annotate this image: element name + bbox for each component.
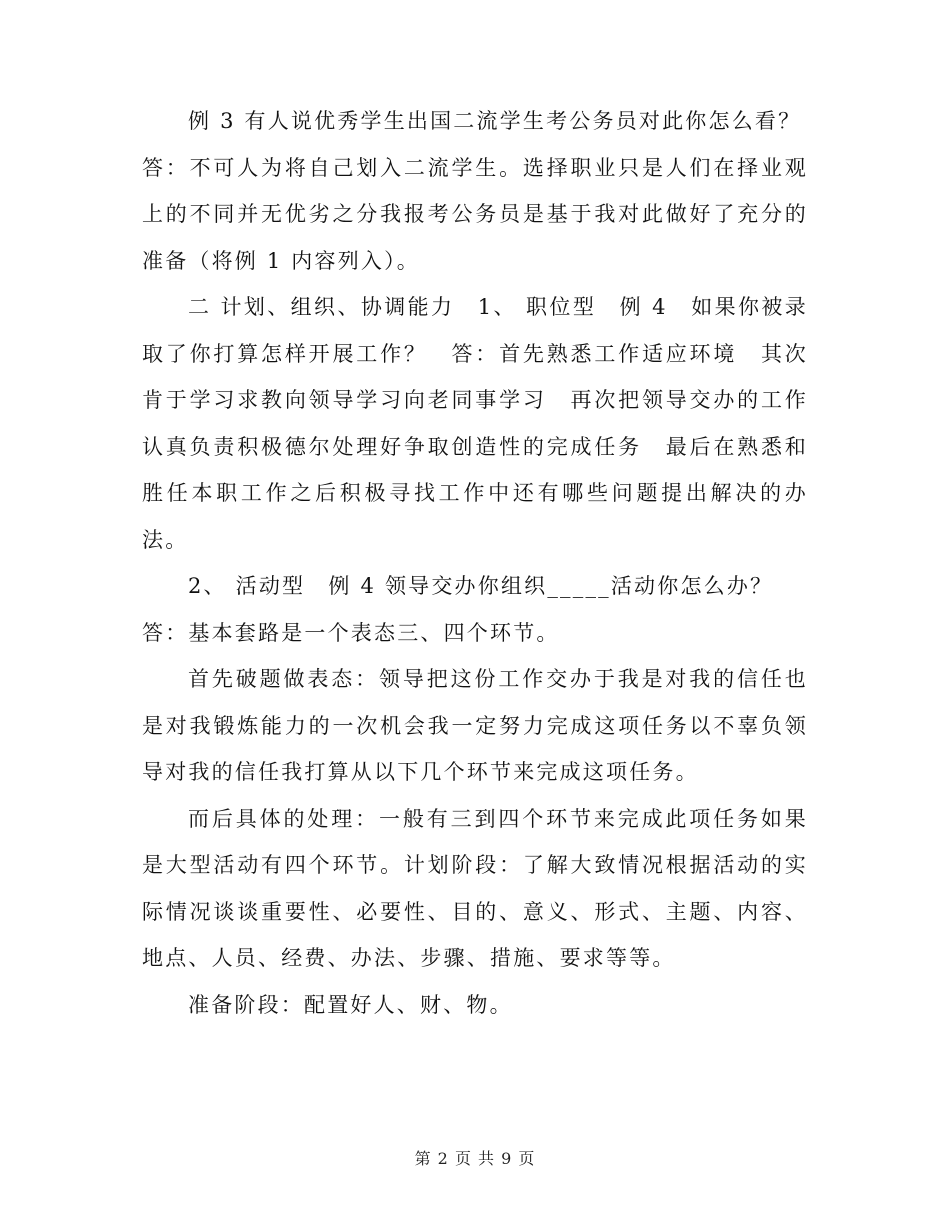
paragraph-statement: 首先破题做表态：领导把这份工作交办于我是对我的信任也是对我锻炼能力的一次机会我一定努力完成这项任务以不辜负领导对我的信任我打算从以下几个环节来完成这项任务。	[142, 667, 808, 784]
page-number-footer: 第 2 页 共 9 页	[414, 1149, 536, 1168]
paragraph-activity-type-answer: 答：基本套路是一个表态三、四个环节。	[142, 620, 560, 645]
paragraph-handling: 而后具体的处理：一般有三到四个环节来完成此项任务如果是大型活动有四个环节。计划阶段：了解大致情况根据活动的实际情况谈谈重要性、必要性、目的、意义、形式、主题、内容、地点、人员、经费、办法、步骤、措施、要求等等。	[142, 806, 808, 970]
paragraph-activity-type-question: 2、 活动型 例 4 领导交办你组织_____活动你怎么办？	[188, 574, 774, 598]
document-body	[142, 98, 808, 1028]
paragraph-preparation: 准备阶段：配置好人、财、物。	[188, 992, 513, 1017]
paragraph-example-3-answer: 答：不可人为将自己划入二流学生。选择职业只是人们在择业观上的不同并无优劣之分我报考公务员是基于我对此做好了充分的准备（将例 1 内容列入）。	[142, 155, 808, 273]
paragraph-section-2-planning: 二 计划、组织、协调能力 1、 职位型 例 4 如果你被录取了你打算怎样开展工作？ 答：首先熟悉工作适应环境 其次肯于学习求教向领导学习向老同事学习 再次把领导交办的工作认真负责积极德尔处理好争取创造性的完成任务 最后在熟悉和胜任本职工作之后积极寻找工作中还有哪些问题提出解决的办法。	[142, 295, 808, 552]
paragraph-example-3-question: 例 3 有人说优秀学生出国二流学生考公务员对此你怎么看？	[188, 109, 802, 133]
